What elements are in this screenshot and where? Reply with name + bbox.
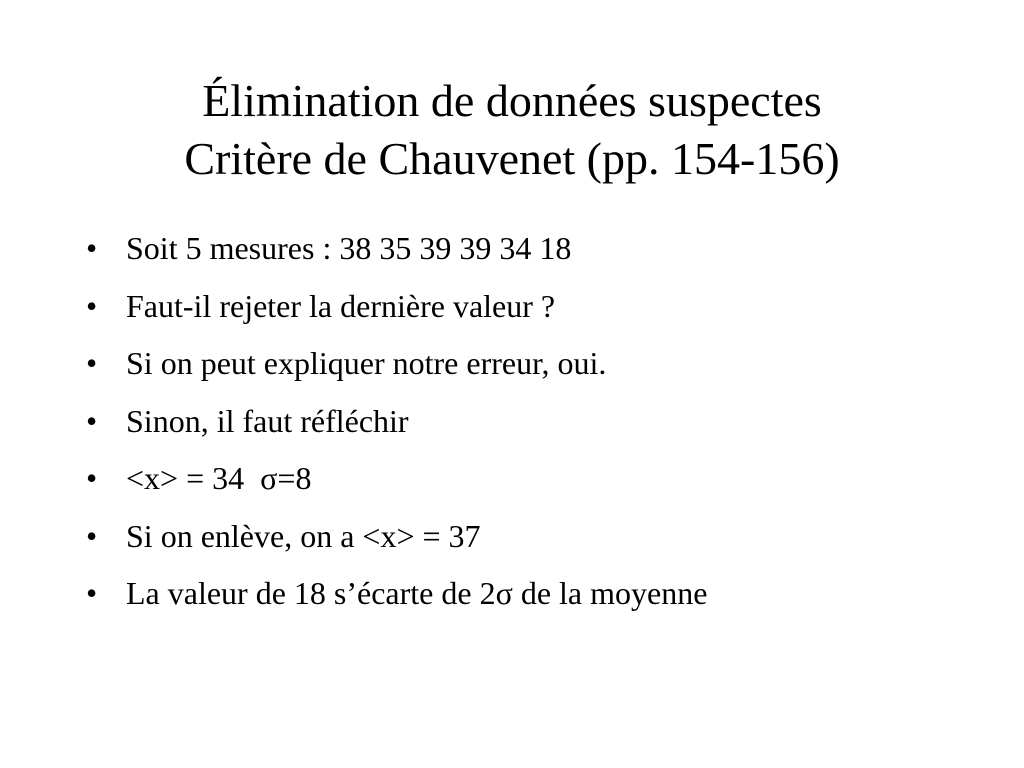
bullet-text: <x> = 34 σ=8 bbox=[126, 460, 312, 496]
slide-title-line-2: Critère de Chauvenet (pp. 154-156) bbox=[184, 133, 840, 184]
bullet-text: Sinon, il faut réfléchir bbox=[126, 402, 409, 439]
bullet-text: Soit 5 mesures : 38 35 39 39 34 18 bbox=[126, 230, 572, 266]
bullet-dot-icon: • bbox=[86, 575, 98, 611]
bullet-item bbox=[86, 458, 986, 498]
bullet-item bbox=[86, 573, 986, 613]
bullet-item bbox=[86, 286, 986, 326]
bullet-text: Faut-il rejeter la dernière valeur ? bbox=[126, 287, 556, 324]
bullet-list bbox=[86, 228, 986, 631]
bullet-item bbox=[86, 516, 986, 556]
bullet-item bbox=[86, 343, 986, 383]
bullet-dot-icon: • bbox=[86, 230, 98, 266]
bullet-dot-icon: • bbox=[86, 460, 98, 496]
bullet-item bbox=[86, 228, 986, 268]
bullet-dot-icon: • bbox=[86, 345, 98, 381]
bullet-dot-icon: • bbox=[86, 287, 98, 324]
slide-title-line-1: Élimination de données suspectes bbox=[202, 75, 822, 126]
bullet-text: La valeur de 18 s’écarte de 2σ de la moyenne bbox=[126, 575, 708, 611]
bullet-item bbox=[86, 401, 986, 441]
bullet-dot-icon: • bbox=[86, 517, 98, 554]
slide-title bbox=[0, 72, 1024, 188]
bullet-dot-icon: • bbox=[86, 402, 98, 439]
bullet-text: Si on enlève, on a <x> = 37 bbox=[126, 517, 481, 554]
bullet-text: Si on peut expliquer notre erreur, oui. bbox=[126, 345, 607, 381]
